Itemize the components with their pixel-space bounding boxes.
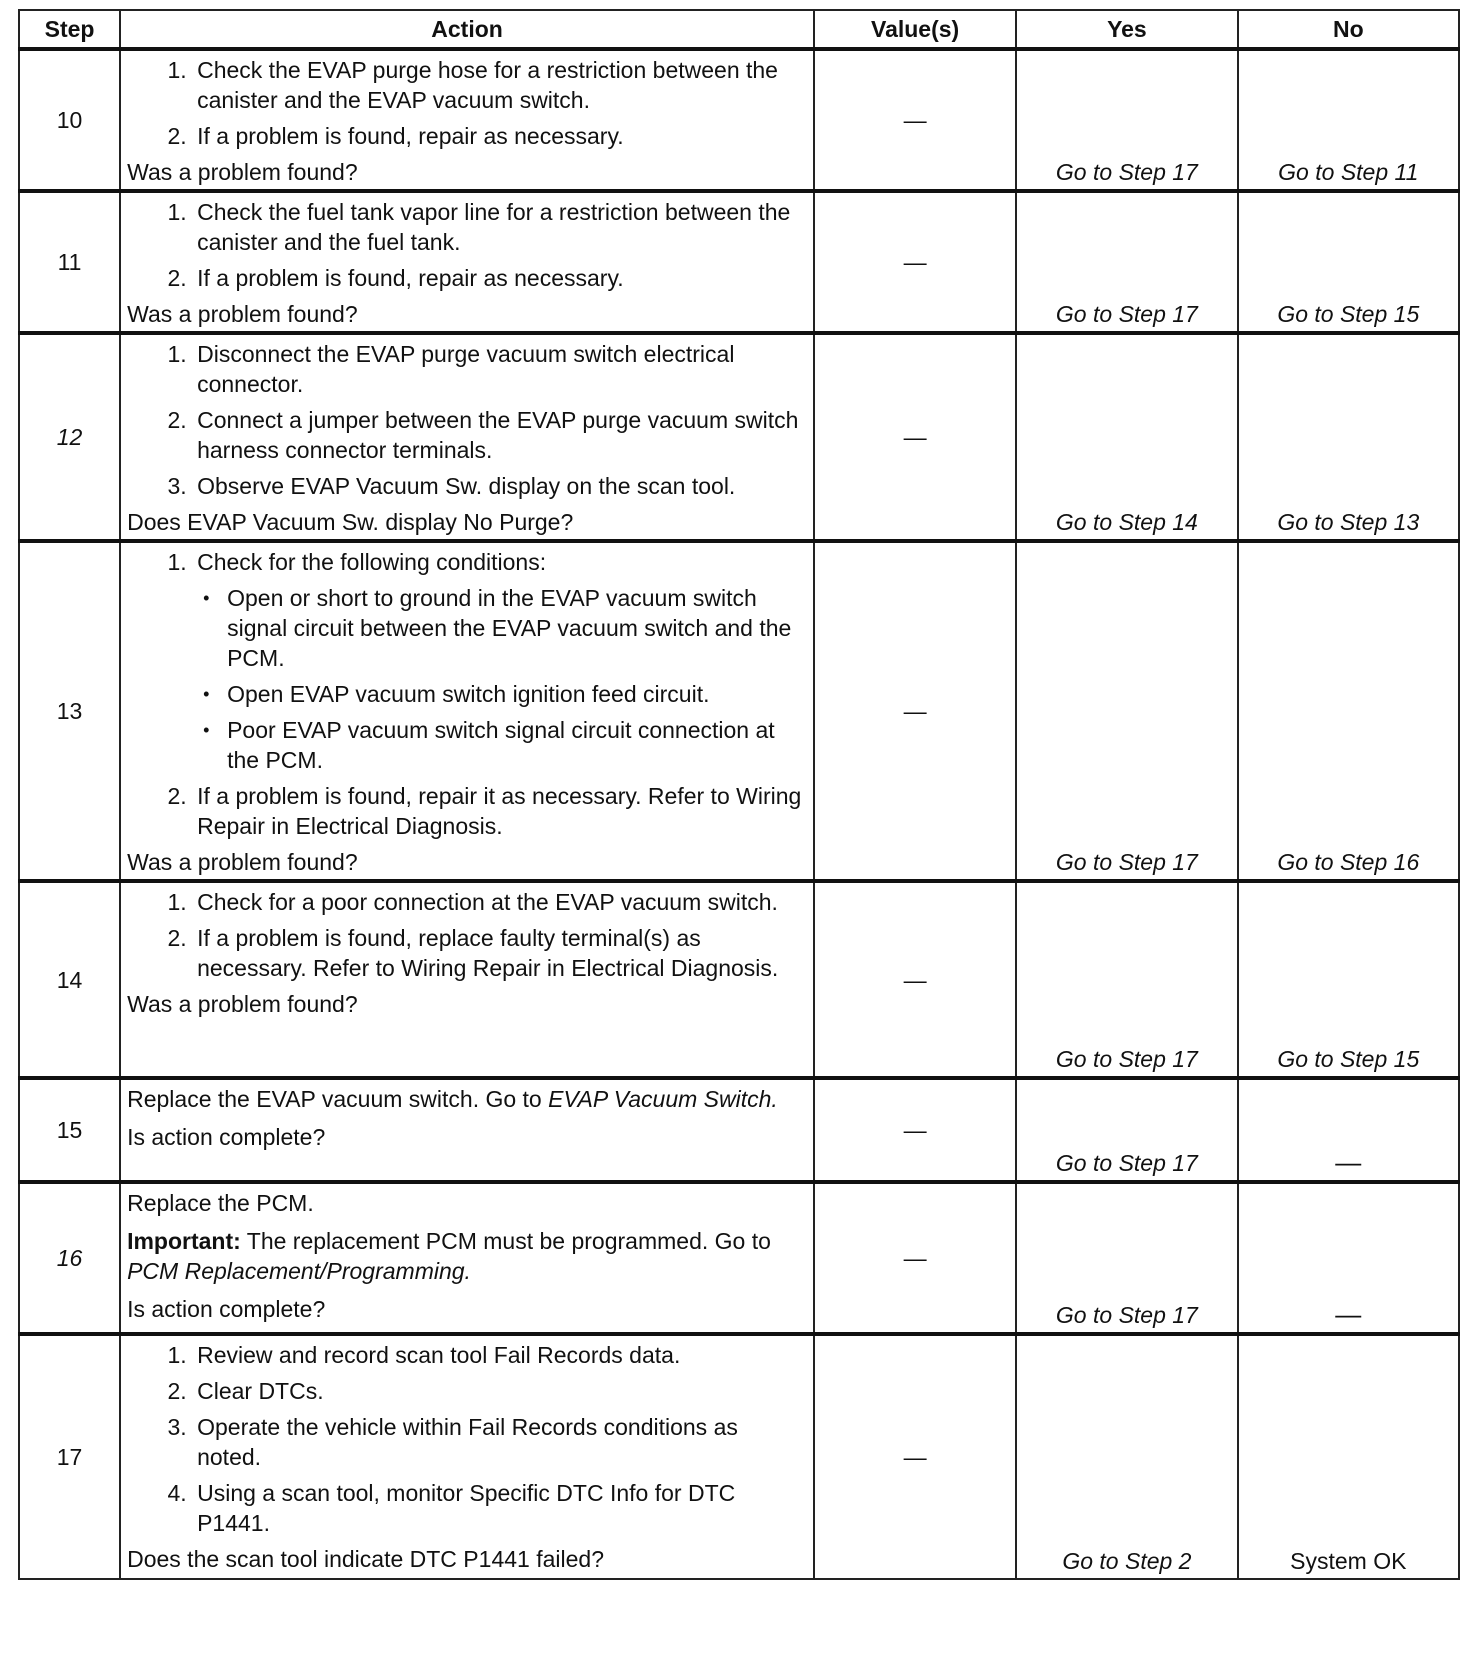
value-cell: — bbox=[814, 541, 1016, 881]
action-cell bbox=[120, 191, 814, 333]
action-item: 2. If a problem is found, repair it as necessary. Refer to Wiring Repair in Electrical Diagnosis. bbox=[193, 781, 807, 841]
no-cell bbox=[1238, 191, 1459, 333]
no-dash: — bbox=[1335, 1147, 1362, 1177]
question-text: Is action complete? bbox=[127, 1296, 326, 1322]
action-cell bbox=[120, 541, 814, 881]
yes-cell bbox=[1016, 1078, 1237, 1182]
question-text: Does the scan tool indicate DTC P1441 failed? bbox=[127, 1546, 604, 1572]
action-item: 2. Clear DTCs. bbox=[193, 1376, 807, 1406]
goto-link: Go to Step 17 bbox=[1055, 849, 1198, 875]
goto-link: Go to Step 13 bbox=[1277, 509, 1420, 535]
step-number: 16 bbox=[19, 1182, 120, 1334]
action-cell bbox=[120, 333, 814, 541]
action-cell bbox=[120, 1334, 814, 1579]
action-cell bbox=[120, 1182, 814, 1334]
important-label: Important: bbox=[127, 1228, 241, 1254]
goto-link: Go to Step 14 bbox=[1055, 509, 1198, 535]
action-item: 1. Check the EVAP purge hose for a restriction between the canister and the EVAP vacuum switch. bbox=[193, 55, 807, 115]
header-step: Step bbox=[19, 10, 120, 49]
step-number: 10 bbox=[19, 49, 120, 191]
question-text: Was a problem found? bbox=[127, 301, 358, 327]
value-cell: — bbox=[814, 881, 1016, 1078]
goto-link: Go to Step 17 bbox=[1055, 159, 1198, 185]
goto-link: Go to Step 2 bbox=[1062, 1548, 1192, 1574]
reference-link: EVAP Vacuum Switch. bbox=[548, 1086, 778, 1112]
action-text: Replace the PCM. bbox=[127, 1190, 314, 1216]
no-cell bbox=[1238, 1334, 1459, 1579]
value-cell: — bbox=[814, 191, 1016, 333]
goto-link: Go to Step 17 bbox=[1055, 1302, 1198, 1328]
action-item: 1. Disconnect the EVAP purge vacuum switch electrical connector. bbox=[193, 339, 807, 399]
no-cell bbox=[1238, 541, 1459, 881]
goto-link: Go to Step 16 bbox=[1277, 849, 1420, 875]
no-cell bbox=[1238, 1182, 1459, 1334]
table-row bbox=[19, 49, 1459, 191]
yes-cell bbox=[1016, 881, 1237, 1078]
action-item-text: Check for the following conditions: bbox=[197, 549, 547, 575]
table-row bbox=[19, 333, 1459, 541]
action-item: 1. Check the fuel tank vapor line for a restriction between the canister and the fuel tank. bbox=[193, 197, 807, 257]
step-number: 15 bbox=[19, 1078, 120, 1182]
action-item bbox=[193, 547, 807, 775]
action-cell bbox=[120, 881, 814, 1078]
table-row bbox=[19, 191, 1459, 333]
reference-link: PCM Replacement/Programming. bbox=[127, 1258, 471, 1284]
yes-cell bbox=[1016, 1334, 1237, 1579]
important-text: The replacement PCM must be programmed. Go to bbox=[240, 1228, 771, 1254]
action-item: 2. If a problem is found, repair as necessary. bbox=[193, 263, 807, 293]
action-item: 1. Review and record scan tool Fail Records data. bbox=[193, 1340, 807, 1370]
no-cell bbox=[1238, 333, 1459, 541]
no-dash: — bbox=[1335, 1299, 1362, 1329]
table-row bbox=[19, 1334, 1459, 1579]
yes-cell bbox=[1016, 49, 1237, 191]
question-text: Does EVAP Vacuum Sw. display No Purge? bbox=[127, 509, 574, 535]
action-item: 2. If a problem is found, repair as necessary. bbox=[193, 121, 807, 151]
action-cell bbox=[120, 1078, 814, 1182]
header-values: Value(s) bbox=[814, 10, 1016, 49]
action-cell bbox=[120, 49, 814, 191]
question-text: Was a problem found? bbox=[127, 991, 358, 1017]
action-text-prefix: Replace the EVAP vacuum switch. Go to bbox=[127, 1086, 549, 1112]
table-row bbox=[19, 1182, 1459, 1334]
action-text bbox=[127, 1084, 807, 1114]
no-cell bbox=[1238, 1078, 1459, 1182]
header-yes: Yes bbox=[1016, 10, 1237, 49]
header-action: Action bbox=[120, 10, 814, 49]
diagnostic-table bbox=[18, 9, 1460, 1580]
question-text: Was a problem found? bbox=[127, 849, 358, 875]
goto-link: Go to Step 11 bbox=[1278, 159, 1419, 185]
action-item: 1. Check for a poor connection at the EVAP vacuum switch. bbox=[193, 887, 807, 917]
value-cell: — bbox=[814, 1078, 1016, 1182]
yes-cell bbox=[1016, 191, 1237, 333]
yes-cell bbox=[1016, 333, 1237, 541]
condition-bullet: • Poor EVAP vacuum switch signal circuit connection at the PCM. bbox=[227, 715, 807, 775]
no-cell bbox=[1238, 881, 1459, 1078]
header-no: No bbox=[1238, 10, 1459, 49]
step-number: 14 bbox=[19, 881, 120, 1078]
action-item: 3. Operate the vehicle within Fail Records conditions as noted. bbox=[193, 1412, 807, 1472]
step-number: 17 bbox=[19, 1334, 120, 1579]
step-number: 11 bbox=[19, 191, 120, 333]
header-row bbox=[19, 10, 1459, 49]
value-cell: — bbox=[814, 1334, 1016, 1579]
value-cell: — bbox=[814, 49, 1016, 191]
goto-link: Go to Step 17 bbox=[1055, 1150, 1198, 1176]
goto-link: Go to Step 17 bbox=[1055, 1046, 1198, 1072]
table-row bbox=[19, 1078, 1459, 1182]
question-text: Was a problem found? bbox=[127, 159, 358, 185]
table-row bbox=[19, 881, 1459, 1078]
value-cell: — bbox=[814, 1182, 1016, 1334]
step-number: 12 bbox=[19, 333, 120, 541]
system-ok-text: System OK bbox=[1290, 1548, 1407, 1574]
important-note bbox=[127, 1226, 807, 1286]
goto-link: Go to Step 15 bbox=[1277, 301, 1420, 327]
question-text: Is action complete? bbox=[127, 1124, 326, 1150]
yes-cell bbox=[1016, 541, 1237, 881]
action-item: 2. Connect a jumper between the EVAP purge vacuum switch harness connector terminals. bbox=[193, 405, 807, 465]
action-item: 2. If a problem is found, replace faulty terminal(s) as necessary. Refer to Wiring Repair in Electrical Diagnosis. bbox=[193, 923, 807, 983]
condition-bullet: • Open or short to ground in the EVAP vacuum switch signal circuit between the EVAP vacuum switch and the PCM. bbox=[227, 583, 807, 673]
value-cell: — bbox=[814, 333, 1016, 541]
goto-link: Go to Step 15 bbox=[1277, 1046, 1420, 1072]
no-cell bbox=[1238, 49, 1459, 191]
condition-bullet: • Open EVAP vacuum switch ignition feed circuit. bbox=[227, 679, 807, 709]
action-item: 4. Using a scan tool, monitor Specific DTC Info for DTC P1441. bbox=[193, 1478, 807, 1538]
table-row bbox=[19, 541, 1459, 881]
action-item: 3. Observe EVAP Vacuum Sw. display on the scan tool. bbox=[193, 471, 807, 501]
goto-link: Go to Step 17 bbox=[1055, 301, 1198, 327]
step-number: 13 bbox=[19, 541, 120, 881]
yes-cell bbox=[1016, 1182, 1237, 1334]
